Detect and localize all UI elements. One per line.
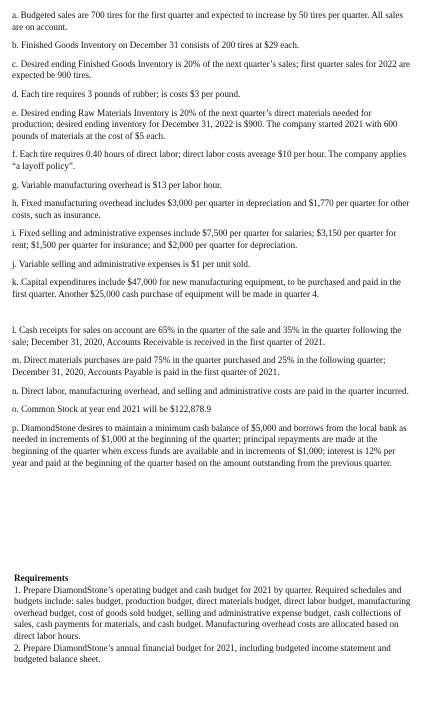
- assumption-k: k. Capital expenditures include $47,000 for new manufacturing equipment, to be purchased and paid in the first quarter. Another $25,000 cash purchase of equipment will be made in quarter 4.: [12, 277, 401, 299]
- requirements-section: [14, 573, 414, 666]
- requirements-heading: Requirements: [14, 573, 69, 583]
- assumption-l: l. Cash receipts for sales on account are 65% in the quarter of the sale and 35% in the quarter following the sale; December 31, 2020, Accounts Receivable is received in the first quarter of 2021.: [12, 325, 402, 347]
- assumption-i: i. Fixed selling and administrative expenses include $7,500 per quarter for salaries; $3,150 per quarter for rent; $1,500 per quarter for insurance; and $2,000 per quarter for depreciation.: [12, 228, 397, 250]
- assumption-c: c. Desired ending Finished Goods Inventory is 20% of the next quarter’s sales; first quarter sales for 2022 are expected be 900 tires.: [12, 58, 411, 81]
- assumption-n: n. Direct labor, manufacturing overhead, and selling and administrative costs are paid in the quarter incurred.: [12, 385, 409, 396]
- assumption-o: o. Common Stock at year end 2021 will be $122,878.9: [12, 404, 212, 415]
- assumption-p: p. DiamondStone desires to maintain a minimum cash balance of $5,000 and borrows from the local bank as needed in increments of $1,000 at the beginning of the quarter; principal repayments are made at the beginning of the quarter when excess funds are available and in increments of $1,000; interest is 12% per year and paid at the beginning of the quarter based on the amount outstanding from the previous quarter.: [12, 422, 407, 468]
- assumption-f: f. Each tire requires 0.40 hours of direct labor; direct labor costs average $10 per hour. The company applies “a layoff policy”.: [12, 149, 407, 171]
- requirement-2: 2. Prepare DiamondStone’s annual financial budget for 2021, including budgeted income statement and budgeted balance sheet.: [14, 642, 391, 665]
- assumption-g: g. Variable manufacturing overhead is $13 per labor hour.: [12, 179, 222, 190]
- assumption-e: e. Desired ending Raw Materials Inventory is 20% of the next quarter’s direct materials needed for production; desired ending inventory for December 31, 2022 is $900. The company started 2021 with 600 pounds of materials at the cost of $5 each.: [12, 107, 398, 141]
- assumption-a: a. Budgeted sales are 700 tires for the first quarter and expected to increase by 50 tires per quarter. All sales are on account.: [12, 10, 403, 32]
- requirement-1: 1. Prepare DiamondStone’s operating budget and cash budget for 2021 by quarter. Required schedules and budgets include: sales budget, production budget, direct materials budget, direct labor budget, manufacturing overhead budget, cost of goods sold budget, selling and administrative expense budget, cash collections of sales, cash payments for materials, and cash budget. Manufacturing overhead costs are allocated based on direct labor hours.: [14, 584, 411, 641]
- assumptions-list: [12, 10, 412, 476]
- assumption-b: b. Finished Goods Inventory on December 31 consists of 200 tires at $29 each.: [12, 40, 300, 51]
- assumption-d: d. Each tire requires 3 pounds of rubber; is costs $3 per pound.: [12, 88, 241, 99]
- assumption-h: h. Fixed manufacturing overhead includes $3,000 per quarter in depreciation and $1,770 per quarter for other costs, such as insurance.: [12, 198, 410, 220]
- assumption-m: m. Direct materials purchases are paid 75% in the quarter purchased and 25% in the following quarter; December 31, 2020, Accounts Payable is paid in the first quarter of 2021.: [12, 355, 386, 378]
- assumption-j: j. Variable selling and administrative expenses is $1 per unit sold.: [12, 258, 251, 269]
